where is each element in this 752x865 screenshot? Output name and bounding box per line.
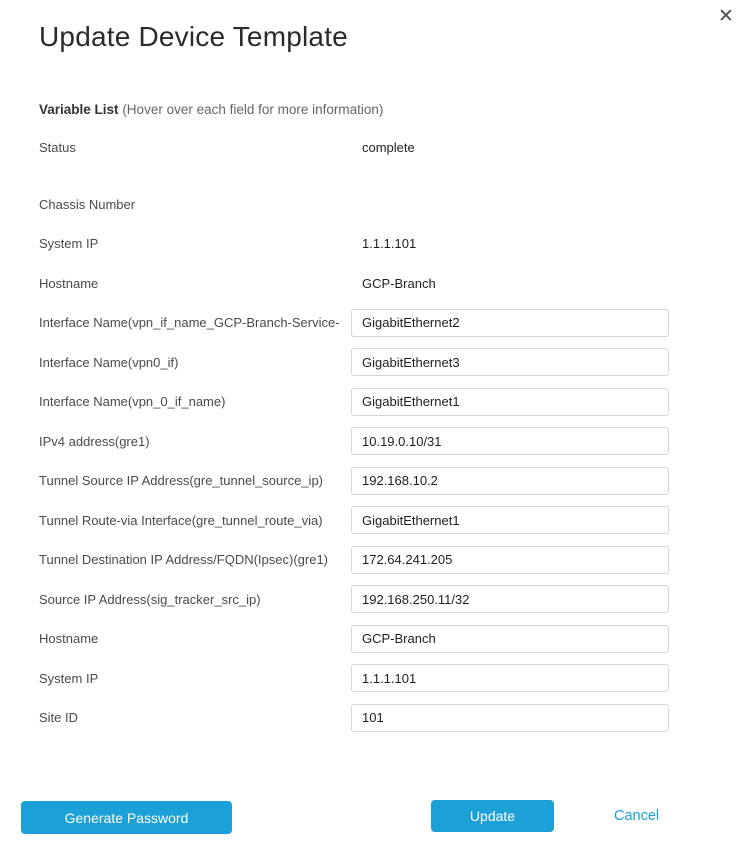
row-tunnel-route-via [39,501,713,541]
variable-list-note: (Hover over each field for more information) [122,102,384,117]
source-ip-sig-tracker-input[interactable] [351,585,669,613]
dialog-title: Update Device Template [39,21,348,52]
row-chassis-number [39,185,713,225]
row-tunnel-source-ip [39,461,713,501]
row-label: Tunnel Destination IP Address/FQDN(Ipsec)(gre1) [39,552,329,568]
variable-list-heading [39,102,383,117]
row-system-ip-input [39,659,713,699]
row-label: Site ID [39,710,79,726]
interface-name-vpn0-if-input[interactable] [351,348,669,376]
row-label: Interface Name(vpn0_if) [39,354,179,370]
row-label: IPv4 address(gre1) [39,433,150,449]
tunnel-route-via-input[interactable] [351,506,669,534]
row-source-ip-sig-tracker [39,580,713,620]
row-label: Interface Name(vpn_if_name_GCP-Branch-Service- [39,315,340,331]
status-value: complete [362,140,415,156]
update-button[interactable]: Update [431,800,554,832]
row-label: Status [39,140,76,156]
hostname-input[interactable] [351,625,669,653]
row-interface-name-service [39,303,713,343]
interface-name-vpn-0-if-name-input[interactable] [351,388,669,416]
site-id-input[interactable] [351,704,669,732]
row-ipv4-address-gre1 [39,422,713,462]
generate-password-button[interactable]: Generate Password [21,801,232,834]
cancel-button[interactable]: Cancel [614,808,660,824]
row-system-ip [39,224,713,264]
row-label: Chassis Number [39,196,136,212]
row-label: Tunnel Route-via Interface(gre_tunnel_route_via) [39,512,323,528]
variable-list-label: Variable List [39,102,119,117]
row-label: Interface Name(vpn_0_if_name) [39,394,226,410]
row-hostname-input [39,619,713,659]
row-label: System IP [39,236,99,252]
hostname-value: GCP-Branch [362,275,436,291]
tunnel-source-ip-input[interactable] [351,467,669,495]
system-ip-value: 1.1.1.101 [362,236,417,252]
variable-rows [39,128,713,738]
row-interface-name-vpn-0-if-name [39,382,713,422]
row-tunnel-destination-ip [39,540,713,580]
row-status [39,128,713,168]
row-hostname [39,264,713,304]
ipv4-address-gre1-input[interactable] [351,427,669,455]
row-label: Tunnel Source IP Address(gre_tunnel_source_ip) [39,473,324,489]
row-label: System IP [39,670,99,686]
system-ip-input[interactable] [351,664,669,692]
dialog-footer [0,800,752,836]
row-label: Hostname [39,631,99,647]
row-interface-name-vpn0-if [39,343,713,383]
row-label: Hostname [39,275,99,291]
row-site-id [39,698,713,738]
interface-name-service-input[interactable] [351,309,669,337]
close-icon[interactable]: ✕ [718,5,734,27]
row-label: Source IP Address(sig_tracker_src_ip) [39,591,261,607]
tunnel-destination-ip-input[interactable] [351,546,669,574]
